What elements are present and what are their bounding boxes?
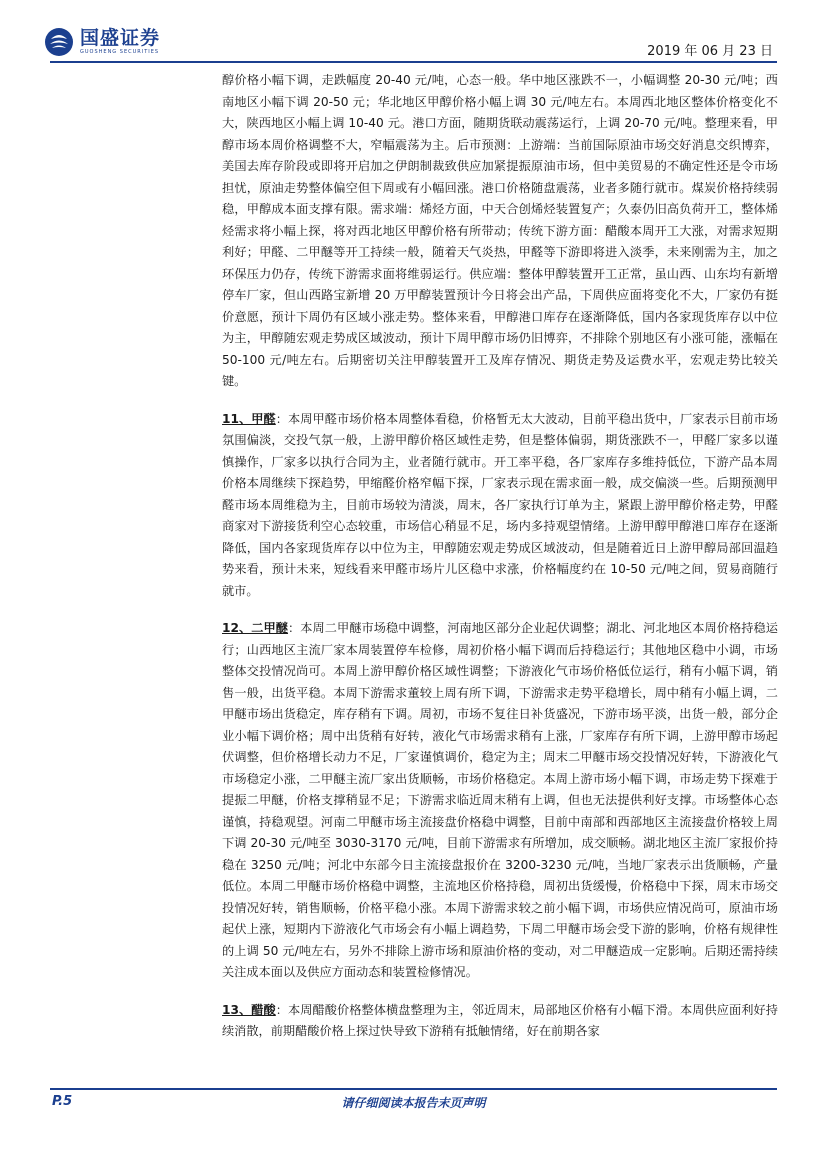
page-number: P.5 <box>52 1094 73 1109</box>
section-heading-formaldehyde: 11、甲醛 <box>222 411 276 426</box>
section-heading-dimethyl-ether: 12、二甲醚 <box>222 621 289 635</box>
company-name: 国盛证券 <box>80 27 161 49</box>
company-name-en: GUOSHENG SECURITIES <box>80 49 160 55</box>
section-heading-acetic-acid: 13、醋酸 <box>222 1002 276 1017</box>
methanol-outlook-paragraph: 醇价格小幅下调，走跌幅度 20-40 元/吨，心态一般。华中地区涨跌不一，小幅调整 20-30 元/吨；西南地区小幅下调 20-50 元；华北地区甲醇价格小幅上调 30 元/吨左右。本周西北地区整体价格变化不大，陕西地区小幅上调 10-40 元。港口方面，随期货联动震荡运行，上调 20-70 元/吨。整理来看，甲醇市场本周价格调整不大，窄幅震荡为主。后市预测：上游端：当前国际原油市场交好消息交织博弈，美国去库存阶段或即将开启加之伊朗制裁致供应加紧提振原油市场，但中美贸易的不确定性还是令市场担忧，原油走势整体偏空但下周或有小幅回涨。港口价格随盘震荡，业者多随行就市。煤炭价格持续弱稳，甲醇成本面支撑有限。需求端：烯烃方面，中天合创烯烃装置复产；久泰仍旧高负荷开工，整体烯烃需求将小幅上探，将对西北地区甲醇价格有所带动；传统下游方面：醋酸本周开工大涨，对需求短期利好；甲醛、二甲醚等开工持续一般，随着天气炎热，甲醛等下游即将进入淡季，未来刚需为主，加之环保压力仍存，传统下游需求面将维弱运行。供应端：整体甲醇装置开工正常，虽山西、山东均有新增停车厂家，但山西路宝新增 20 万甲醇装置预计今日将会出产品，下周供应面将变化不大，厂家仍有挺价意愿，预计下周仍有区域小涨走势。整体来看，甲醇港口库存在逐渐降低，国内各家现货库存以中位为主，甲醇随宏观走势成区域波动，预计下周甲醇市场仍旧博弈，不排除个别地区有小涨可能，涨幅在 50-100 元/吨左右。后期密切关注甲醇装置开工及库存情况、期货走势及运费水平，宏观走势比较关键。 <box>222 73 778 388</box>
report-body <box>222 70 778 1043</box>
section-formaldehyde <box>222 409 778 603</box>
header-divider <box>50 61 777 63</box>
guosheng-logo-icon <box>44 27 74 57</box>
footer-divider <box>50 1088 777 1090</box>
section-body-formaldehyde: ：本周甲醛市场价格本周整体看稳，价格暂无太大波动，目前平稳出货中，厂家表示目前市场氛围偏淡，交投气氛一般，上游甲醇价格区域性走势，但是整体偏弱，期货涨跌不一，甲醛厂家多以谨慎操作，厂家多以执行合同为主，业者随行就市。开工率平稳，各厂家库存多维持低位，下游产品本周价格本周继续下探趋势，甲缩醛价格窄幅下探，厂家表示现在需求面一般，成交偏淡一些。后期预测甲醛市场本周维稳为主，目前市场较为清淡，周末，各厂家执行订单为主，紧跟上游甲醇价格走势，甲醛商家对下游接货利空心态较重，市场信心稍显不足，场内多持观望情绪。上游甲醇甲醇港口库存在逐渐降低，国内各家现货库存以中位为主，甲醇随宏观走势成区域波动，但是随着近日上游甲醇局部回温趋势来看，预计未来，短线看来甲醛市场片儿区稳中求涨，价格幅度约在 10-50 元/吨之间，贸易商随行就市。 <box>222 411 778 598</box>
section-body-acetic-acid: ：本周醋酸价格整体横盘整理为主，邻近周末，局部地区价格有小幅下滑。本周供应面利好持续消散，前期醋酸价格上探过快导致下游稍有抵触情绪，好在前期各家 <box>222 1002 778 1038</box>
report-date: 2019 年 06 月 23 日 <box>647 44 773 59</box>
footer-disclaimer: 请仔细阅读本报告末页声明 <box>341 1096 486 1110</box>
page-header <box>0 0 827 66</box>
section-dimethyl-ether <box>222 618 778 984</box>
company-logo <box>44 26 160 58</box>
section-acetic-acid <box>222 1000 778 1043</box>
section-body-dimethyl-ether: ：本周二甲醚市场稳中调整，河南地区部分企业起伏调整；湖北、河北地区本周价格持稳运行；山西地区主流厂家本周装置停车检修，周初价格小幅下调而后持稳运行；其他地区稳中小调，市场整体交投情况尚可。本周上游甲醇价格区域性调整；下游液化气市场价格低位运行，稍有小幅下调，销售一般，出货平稳。本周下游需求董较上周有所下调，下游需求走势平稳增长，周中稍有小幅上调，二甲醚市场出货稳定，库存稍有下调。周初，市场不复往日补货盛况，下游市场平淡，出货一般，部分企业小幅下调价格；周中出货稍有好转，液化气市场需求稍有上涨，厂家库存有所下调，上游甲醇市场起伏调整，但价格增长动力不足，厂家谨慎调价，稳定为主；周末二甲醚市场交投情况好转，下游液化气市场稳定小涨，二甲醚主流厂家出货顺畅，市场价格稳定。本周上游市场小幅下调，市场走势下探难于提振二甲醚，价格支撑稍显不足；下游需求临近周末稍有上调，但也无法提供利好支撑。市场整体心态谨慎，持稳观望。河南二甲醚市场主流接盘价格稳中调整，目前中南部和西部地区主流接盘价格较上周下调 20-30 元/吨至 3030-3170 元/吨，目前下游需求有所增加，成交顺畅。湖北地区主流厂家报价持稳在 3250 元/吨；河北中东部今日主流接盘报价在 3200-3230 元/吨，当地厂家表示出货顺畅，产量低位。本周二甲醚市场价格稳中调整，主流地区价格持稳，周初出货缓慢，价格稳中下探，周末市场交投情况好转，销售顺畅，价格平稳小涨。本周下游需求较之前小幅下调，市场供应情况尚可，原油市场起伏上涨，短期内下游液化气市场会有小幅上调趋势，下周二甲醚市场会受下游的影响，价格有规律性的上调 50 元/吨左右，另外不排除上游市场和原油价格的变动，对二甲醚造成一定影响。后期还需持续关注成本面以及供应方面动态和装置检修情况。 <box>222 621 778 979</box>
